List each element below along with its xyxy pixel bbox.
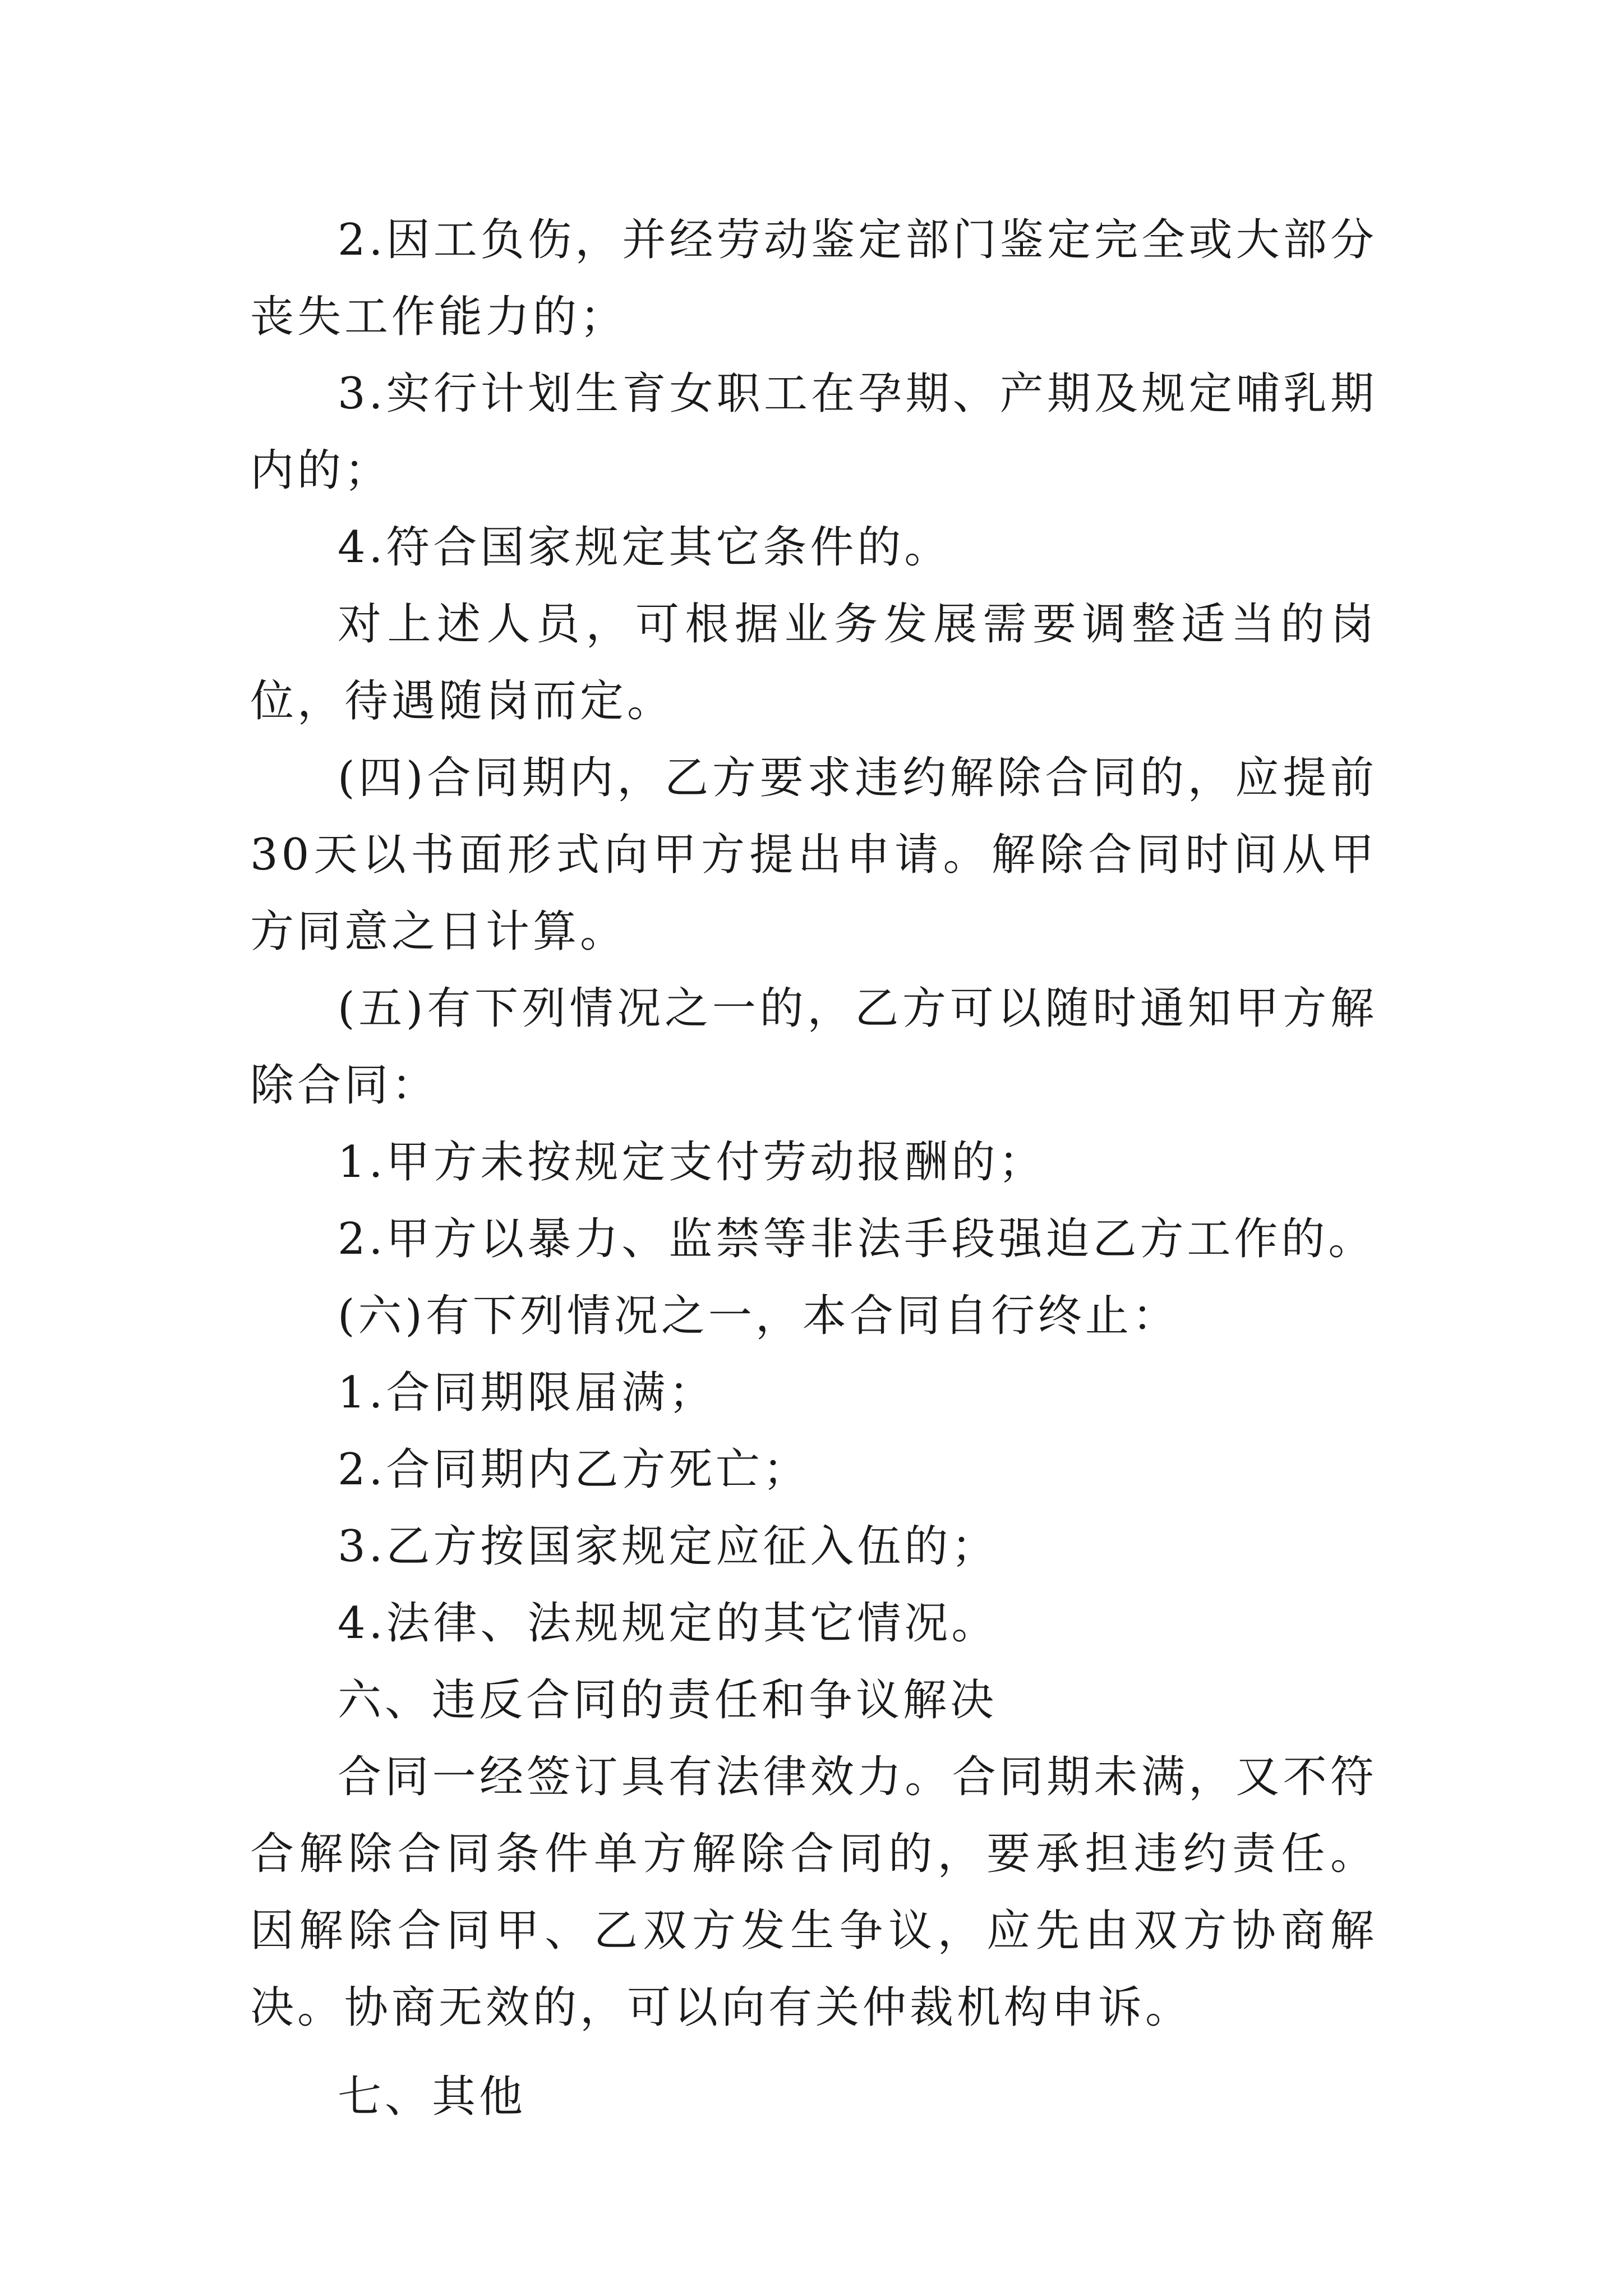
section-heading: 六、违反合同的责任和争议解决: [338, 1675, 998, 1726]
paragraph: 4.符合国家规定其它条件的。: [338, 522, 952, 573]
paragraph: 3.实行计划生育女职工在孕期、产期及规定哺乳期内的；: [250, 369, 1377, 496]
paragraph: 2.合同期内乙方死亡；: [338, 1444, 810, 1495]
paragraph: 1.合同期限届满；: [338, 1368, 716, 1418]
paragraph: 2.因工负伤，并经劳动鉴定部门鉴定完全或大部分丧失工作能力的；: [250, 215, 1377, 342]
paragraph: (五)有下列情况之一的，乙方可以随时通知甲方解除合同：: [250, 983, 1377, 1111]
section-heading: 七、其他: [338, 2072, 527, 2122]
paragraph: 对上述人员，可根据业务发展需要调整适当的岗位，待遇随岗而定。: [250, 599, 1377, 726]
paragraph: 2.甲方以暴力、监禁等非法手段强迫乙方工作的。: [338, 1214, 1376, 1264]
paragraph: 合同一经签订具有法律效力。合同期未满，又不符合解除合同条件单方解除合同的，要承担违约责任。因解除合同甲、乙双方发生争议，应先由双方协商解决。协商无效的，可以向有关仲裁机构申诉。: [250, 1752, 1377, 2033]
paragraph: 3.乙方按国家规定应征入伍的；: [338, 1521, 999, 1572]
paragraph: 4.法律、法规规定的其它情况。: [338, 1598, 999, 1649]
paragraph: (四)合同期内，乙方要求违约解除合同的，应提前30天以书面形式向甲方提出申请。解除合同时间从甲方同意之日计算。: [250, 753, 1377, 957]
document-body: [250, 202, 1377, 2136]
paragraph: 1.甲方未按规定支付劳动报酬的；: [338, 1137, 1046, 1188]
paragraph: (六)有下列情况之一，本合同自行终止：: [338, 1291, 1179, 1341]
